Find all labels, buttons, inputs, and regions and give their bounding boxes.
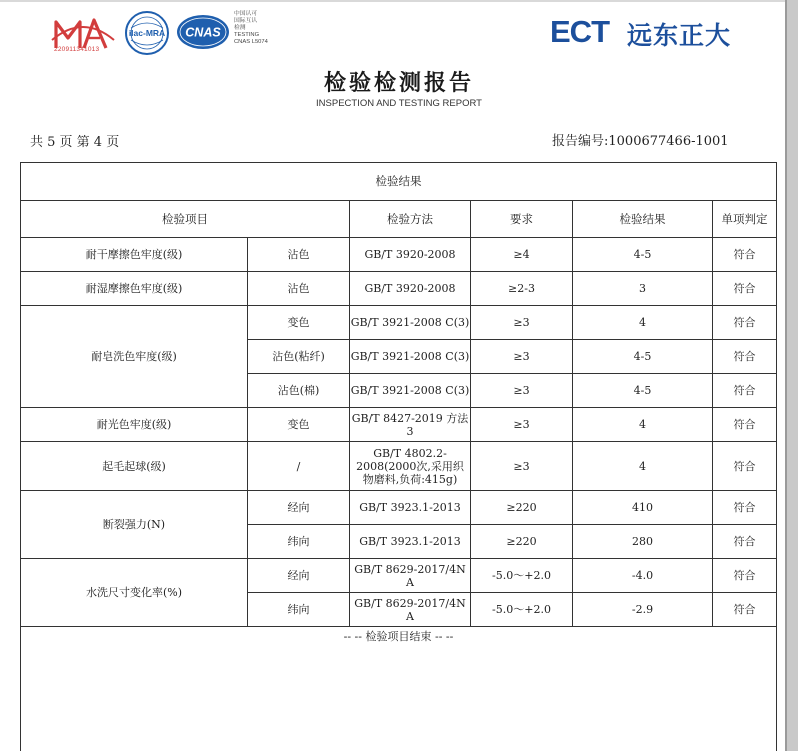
header-method: 检验方法 xyxy=(350,201,471,238)
cma-number: 220911341013 xyxy=(54,46,100,53)
table-row xyxy=(21,491,777,525)
result-cell: 4 xyxy=(573,408,713,442)
result-cell: -2.9 xyxy=(573,593,713,627)
judgement-cell: 符合 xyxy=(713,340,777,374)
test-item-cell: 耐皂洗色牢度(级) xyxy=(21,306,248,408)
sub-item-cell: 变色 xyxy=(248,408,350,442)
method-cell: GB/T 3921-2008 C(3) xyxy=(350,306,471,340)
method-cell: GB/T 3923.1-2013 xyxy=(350,491,471,525)
table-row xyxy=(21,442,777,491)
requirement-cell: ≥4 xyxy=(471,238,573,272)
table-row xyxy=(21,272,777,306)
sub-item-cell: 沾色 xyxy=(248,238,350,272)
judgement-cell: 符合 xyxy=(713,559,777,593)
cnas-accreditation-text xyxy=(234,11,268,46)
judgement-cell: 符合 xyxy=(713,306,777,340)
cnas-text-line: 检测 xyxy=(234,25,246,31)
test-item-cell: 耐光色牢度(级) xyxy=(21,408,248,442)
result-cell: 4 xyxy=(573,442,713,491)
header-judgement: 单项判定 xyxy=(713,201,777,238)
requirement-cell: ≥3 xyxy=(471,374,573,408)
method-cell: GB/T 4802.2-2008(2000次,采用织物磨料,负荷:415g) xyxy=(350,442,471,491)
table-row xyxy=(21,408,777,442)
method-cell: GB/T 3921-2008 C(3) xyxy=(350,340,471,374)
requirement-cell: ≥220 xyxy=(471,491,573,525)
cnas-logo xyxy=(176,13,230,51)
section-title: 检验结果 xyxy=(21,163,777,201)
sub-item-cell: 沾色(棉) xyxy=(248,374,350,408)
requirement-cell: ≥2-3 xyxy=(471,272,573,306)
page-info: 共 5 页 第 4 页 xyxy=(30,135,120,150)
report-title: 检验检测报告 xyxy=(323,71,474,96)
page-top-edge xyxy=(0,0,787,2)
cnas-text-line: TESTING xyxy=(234,32,260,38)
result-cell: 4-5 xyxy=(573,340,713,374)
sub-item-cell: 沾色(粘纤) xyxy=(248,340,350,374)
cnas-text-line: CNAS L5074 xyxy=(234,39,268,45)
result-cell: 410 xyxy=(573,491,713,525)
method-cell: GB/T 3923.1-2013 xyxy=(350,525,471,559)
result-cell: -4.0 xyxy=(573,559,713,593)
requirement-cell: ≥3 xyxy=(471,306,573,340)
table-row xyxy=(21,559,777,593)
test-item-cell: 断裂强力(N) xyxy=(21,491,248,559)
requirement-cell: ≥3 xyxy=(471,340,573,374)
table-row xyxy=(21,238,777,272)
cnas-text-line: 中国认可 xyxy=(234,11,258,17)
report-number: 报告编号:1000677466-1001 xyxy=(552,134,729,149)
result-cell: 4 xyxy=(573,306,713,340)
method-cell: GB/T 3920-2008 xyxy=(350,272,471,306)
sub-item-cell: 经向 xyxy=(248,491,350,525)
ilac-mra-logo xyxy=(124,10,170,56)
results-table xyxy=(20,162,777,627)
test-item-cell: 耐干摩擦色牢度(级) xyxy=(21,238,248,272)
table-end-area xyxy=(20,626,777,751)
table-row xyxy=(21,306,777,340)
brand-mark: ECT xyxy=(550,14,609,49)
header-result: 检验结果 xyxy=(573,201,713,238)
header-row xyxy=(21,201,777,238)
sub-item-cell: 纬向 xyxy=(248,525,350,559)
method-cell: GB/T 3921-2008 C(3) xyxy=(350,374,471,408)
judgement-cell: 符合 xyxy=(713,374,777,408)
requirement-cell: ≥3 xyxy=(471,408,573,442)
sub-item-cell: 沾色 xyxy=(248,272,350,306)
cnas-label: CNAS xyxy=(185,25,221,40)
result-cell: 4-5 xyxy=(573,374,713,408)
test-item-cell: 水洗尺寸变化率(%) xyxy=(21,559,248,627)
viewer-scroll-gutter xyxy=(787,0,798,751)
judgement-cell: 符合 xyxy=(713,408,777,442)
sub-item-cell: 纬向 xyxy=(248,593,350,627)
requirement-cell: -5.0～+2.0 xyxy=(471,593,573,627)
method-cell: GB/T 8629-2017/4N A xyxy=(350,593,471,627)
test-item-cell: 耐湿摩擦色牢度(级) xyxy=(21,272,248,306)
test-item-cell: 起毛起球(级) xyxy=(21,442,248,491)
sub-item-cell: 变色 xyxy=(248,306,350,340)
header-item: 检验项目 xyxy=(21,201,350,238)
brand-name: 远东正大 xyxy=(627,21,732,50)
requirement-cell: -5.0～+2.0 xyxy=(471,559,573,593)
judgement-cell: 符合 xyxy=(713,525,777,559)
judgement-cell: 符合 xyxy=(713,238,777,272)
method-cell: GB/T 8629-2017/4N A xyxy=(350,559,471,593)
header-requirement: 要求 xyxy=(471,201,573,238)
judgement-cell: 符合 xyxy=(713,272,777,306)
report-subtitle: INSPECTION AND TESTING REPORT xyxy=(316,98,482,109)
result-cell: 280 xyxy=(573,525,713,559)
requirement-cell: ≥220 xyxy=(471,525,573,559)
ilac-label: ilac-MRA xyxy=(128,28,166,38)
sub-item-cell: 经向 xyxy=(248,559,350,593)
judgement-cell: 符合 xyxy=(713,442,777,491)
result-cell: 3 xyxy=(573,272,713,306)
result-cell: 4-5 xyxy=(573,238,713,272)
sub-item-cell: / xyxy=(248,442,350,491)
section-title-row xyxy=(21,163,777,201)
method-cell: GB/T 3920-2008 xyxy=(350,238,471,272)
cnas-text-line: 国际互认 xyxy=(234,18,258,24)
judgement-cell: 符合 xyxy=(713,491,777,525)
results-table-body xyxy=(21,163,777,627)
judgement-cell: 符合 xyxy=(713,593,777,627)
end-note: -- -- 检验项目结束 -- -- xyxy=(343,630,454,643)
method-cell: GB/T 8427-2019 方法3 xyxy=(350,408,471,442)
requirement-cell: ≥3 xyxy=(471,442,573,491)
